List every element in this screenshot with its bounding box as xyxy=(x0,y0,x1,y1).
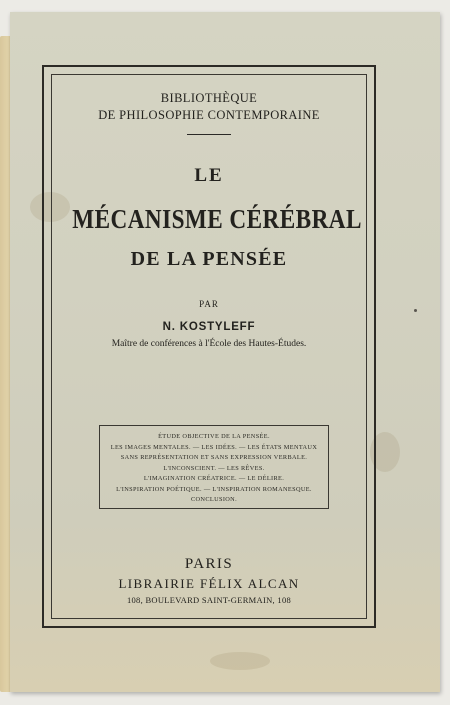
imprint-publisher: LIBRAIRIE FÉLIX ALCAN xyxy=(118,576,300,591)
imprint-city: PARIS xyxy=(184,556,234,572)
title-article: LE xyxy=(194,165,224,186)
contents-line: L'INCONSCIENT. — LES RÊVES. xyxy=(163,464,265,472)
author-affiliation: Maître de conférences à l'École des Hautes-Études. xyxy=(111,339,307,349)
contents-line: L'INSPIRATION POÉTIQUE. — L'INSPIRATION ROMANESQUE. xyxy=(116,485,312,493)
book-subtitle: DE LA PENSÉE xyxy=(130,248,288,270)
contents-line: ÉTUDE OBJECTIVE DE LA PENSÉE. xyxy=(158,433,270,440)
imprint-address: 108, BOULEVARD SAINT-GERMAIN, 108 xyxy=(126,595,292,605)
contents-line: L'IMAGINATION CRÉATRICE. — LE DÉLIRE. xyxy=(143,475,285,482)
author-name: N. KOSTYLEFF xyxy=(162,321,256,333)
cover-pinhole xyxy=(414,309,417,312)
contents-line: CONCLUSION. xyxy=(190,496,237,503)
contents-line: SANS REPRÉSENTATION ET SANS EXPRESSION VERBALE. xyxy=(120,454,308,461)
series-divider xyxy=(187,134,231,135)
series-line-1: BIBLIOTHÈQUE xyxy=(160,91,258,105)
title-block xyxy=(50,90,368,350)
contents-box xyxy=(99,425,329,509)
imprint-block xyxy=(50,555,368,606)
book-title: MÉCANISME CÉRÉBRAL xyxy=(72,204,362,234)
contents-line: LES IMAGES MENTALES. — LES IDÉES. — LES ÉTATS MENTAUX xyxy=(110,443,318,451)
series-line-2: DE PHILOSOPHIE CONTEMPORAINE xyxy=(98,108,320,122)
foxing-spot xyxy=(210,652,270,670)
by-label: PAR xyxy=(199,299,219,309)
